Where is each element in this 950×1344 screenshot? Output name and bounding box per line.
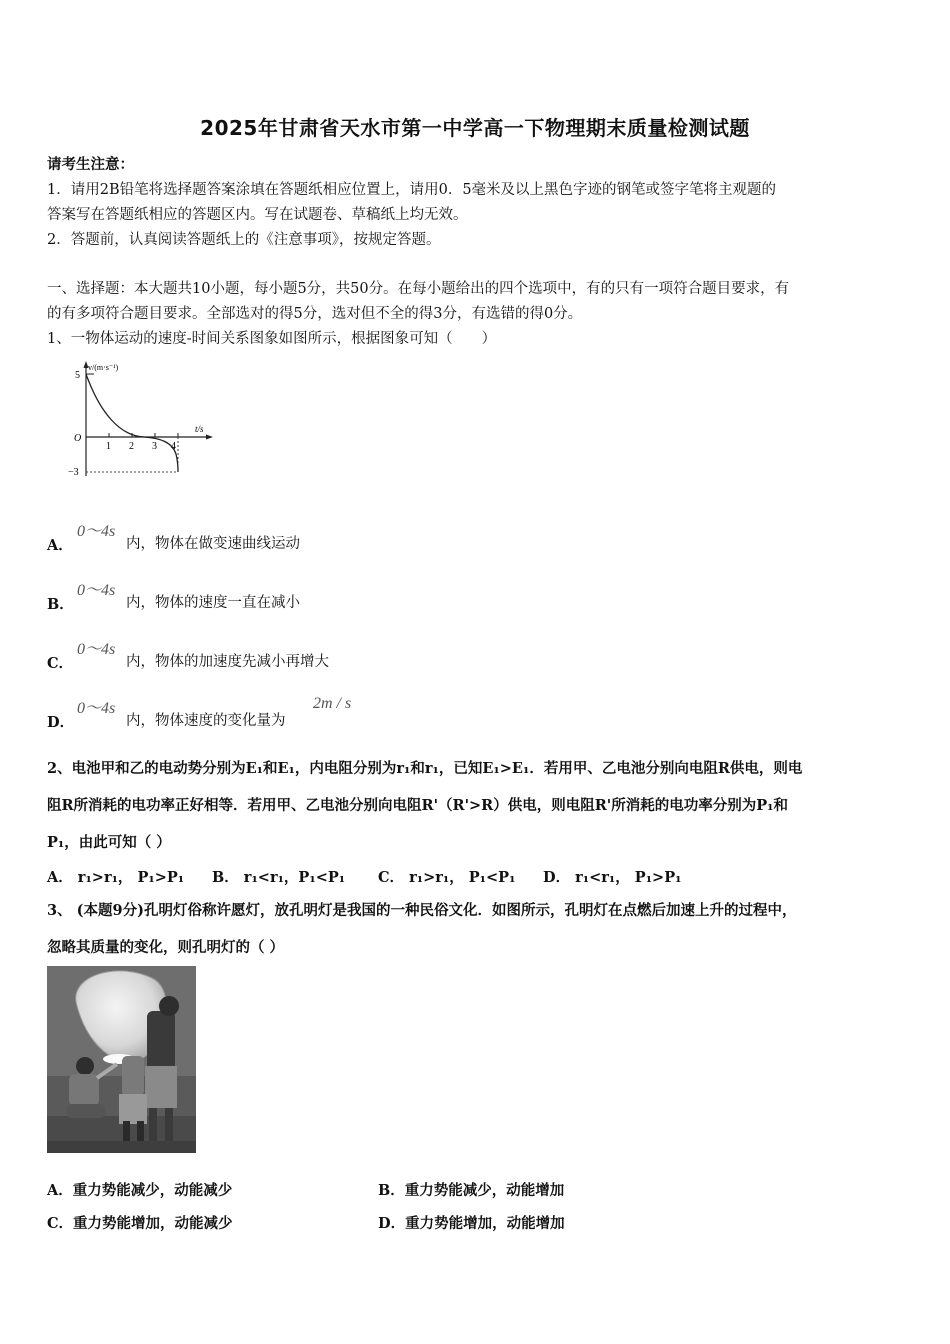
graph-tick-1: 1: [106, 441, 111, 452]
graph-tick-2: 2: [129, 441, 134, 452]
q3-option-a: A．重力势能减少，动能减少: [47, 1182, 233, 1199]
q1-option-a-math: 0～4s: [77, 523, 116, 540]
q2-option-b: B． r₁<r₁，P₁<P₁: [212, 869, 346, 886]
q3-option-c: C．重力势能增加，动能减少: [47, 1215, 233, 1232]
vt-graph: [60, 358, 220, 483]
notice-line-2: 答案写在答题纸相应的答题区内。写在试题卷、草稿纸上均无效。: [47, 207, 468, 223]
sky-lantern-photo: [47, 966, 196, 1153]
q1-option-c-math: 0～4s: [77, 641, 116, 658]
q1-option-d-text: 内，物体速度的变化量为: [126, 713, 286, 729]
question-3-line-1: 3、 (本题9分)孔明灯俗称许愿灯，放孔明灯是我国的一种民俗文化．如图所示，孔明灯在点燃后加速上升的过程中，: [47, 902, 797, 919]
question-2-line-2: 阻R所消耗的电功率正好相等．若用甲、乙电池分别向电阻R'（R'>R）供电，则电阻R'所消耗的电功率分别为P₁和: [47, 797, 788, 814]
question-1-stem: 1、一物体运动的速度-时间关系图象如图所示，根据图象可知（ ）: [47, 331, 497, 347]
q2-option-a: A． r₁>r₁， P₁>P₁: [47, 869, 185, 886]
q2-option-d: D． r₁<r₁， P₁>P₁: [543, 869, 682, 886]
graph-origin: O: [74, 433, 82, 444]
q1-option-b-math: 0～4s: [77, 582, 116, 599]
graph-y-top: 5: [75, 370, 80, 381]
graph-y-bottom: −3: [68, 467, 79, 478]
graph-tick-4: 4: [171, 441, 176, 452]
q2-option-c: C． r₁>r₁， P₁<P₁: [378, 869, 516, 886]
question-2-line-3: P₁，由此可知（ ）: [47, 834, 171, 851]
graph-tick-3: 3: [152, 441, 157, 452]
graph-y-label: v/(m·s⁻¹): [88, 363, 119, 372]
section-intro-2: 的有多项符合题目要求。全部选对的得5分，选对但不全的得3分，有选错的得0分。: [47, 306, 583, 322]
q1-option-d-letter: D．: [47, 714, 75, 731]
notice-line-1: 1．请用2B铅笔将选择题答案涂填在答题纸相应位置上，请用0．5毫米及以上黑色字迹的钢笔或签字笔将主观题的: [47, 182, 777, 198]
q1-option-c-text: 内，物体的加速度先减小再增大: [126, 654, 329, 670]
question-2-line-1: 2、电池甲和乙的电动势分别为E₁和E₁，内电阻分别为r₁和r₁，已知E₁>E₁．若用甲、乙电池分别向电阻R供电，则电: [47, 760, 803, 777]
question-3-line-2: 忽略其质量的变化，则孔明灯的（ ）: [47, 939, 285, 956]
q1-option-a-letter: A．: [47, 537, 73, 554]
q1-option-b-text: 内，物体的速度一直在减小: [126, 595, 300, 611]
q1-option-b-letter: B．: [47, 596, 74, 613]
q1-option-c-letter: C．: [47, 655, 74, 672]
notice-heading: 请考生注意：: [47, 156, 134, 173]
q3-option-d: D．重力势能增加，动能增加: [378, 1215, 565, 1232]
q1-option-d-math2: 2m / s: [313, 695, 352, 712]
q1-option-a-text: 内，物体在做变速曲线运动: [126, 536, 300, 552]
section-intro-1: 一、选择题：本大题共10小题，每小题5分，共50分。在每小题给出的四个选项中，有的只有一项符合题目要求，有: [47, 281, 790, 297]
page-title: 2025年甘肃省天水市第一中学高一下物理期末质量检测试题: [200, 116, 750, 140]
q3-option-b: B．重力势能减少，动能增加: [378, 1182, 565, 1199]
notice-line-3: 2．答题前，认真阅读答题纸上的《注意事项》，按规定答题。: [47, 232, 441, 248]
graph-x-label: t/s: [195, 424, 204, 434]
q1-option-d-math: 0～4s: [77, 700, 116, 717]
